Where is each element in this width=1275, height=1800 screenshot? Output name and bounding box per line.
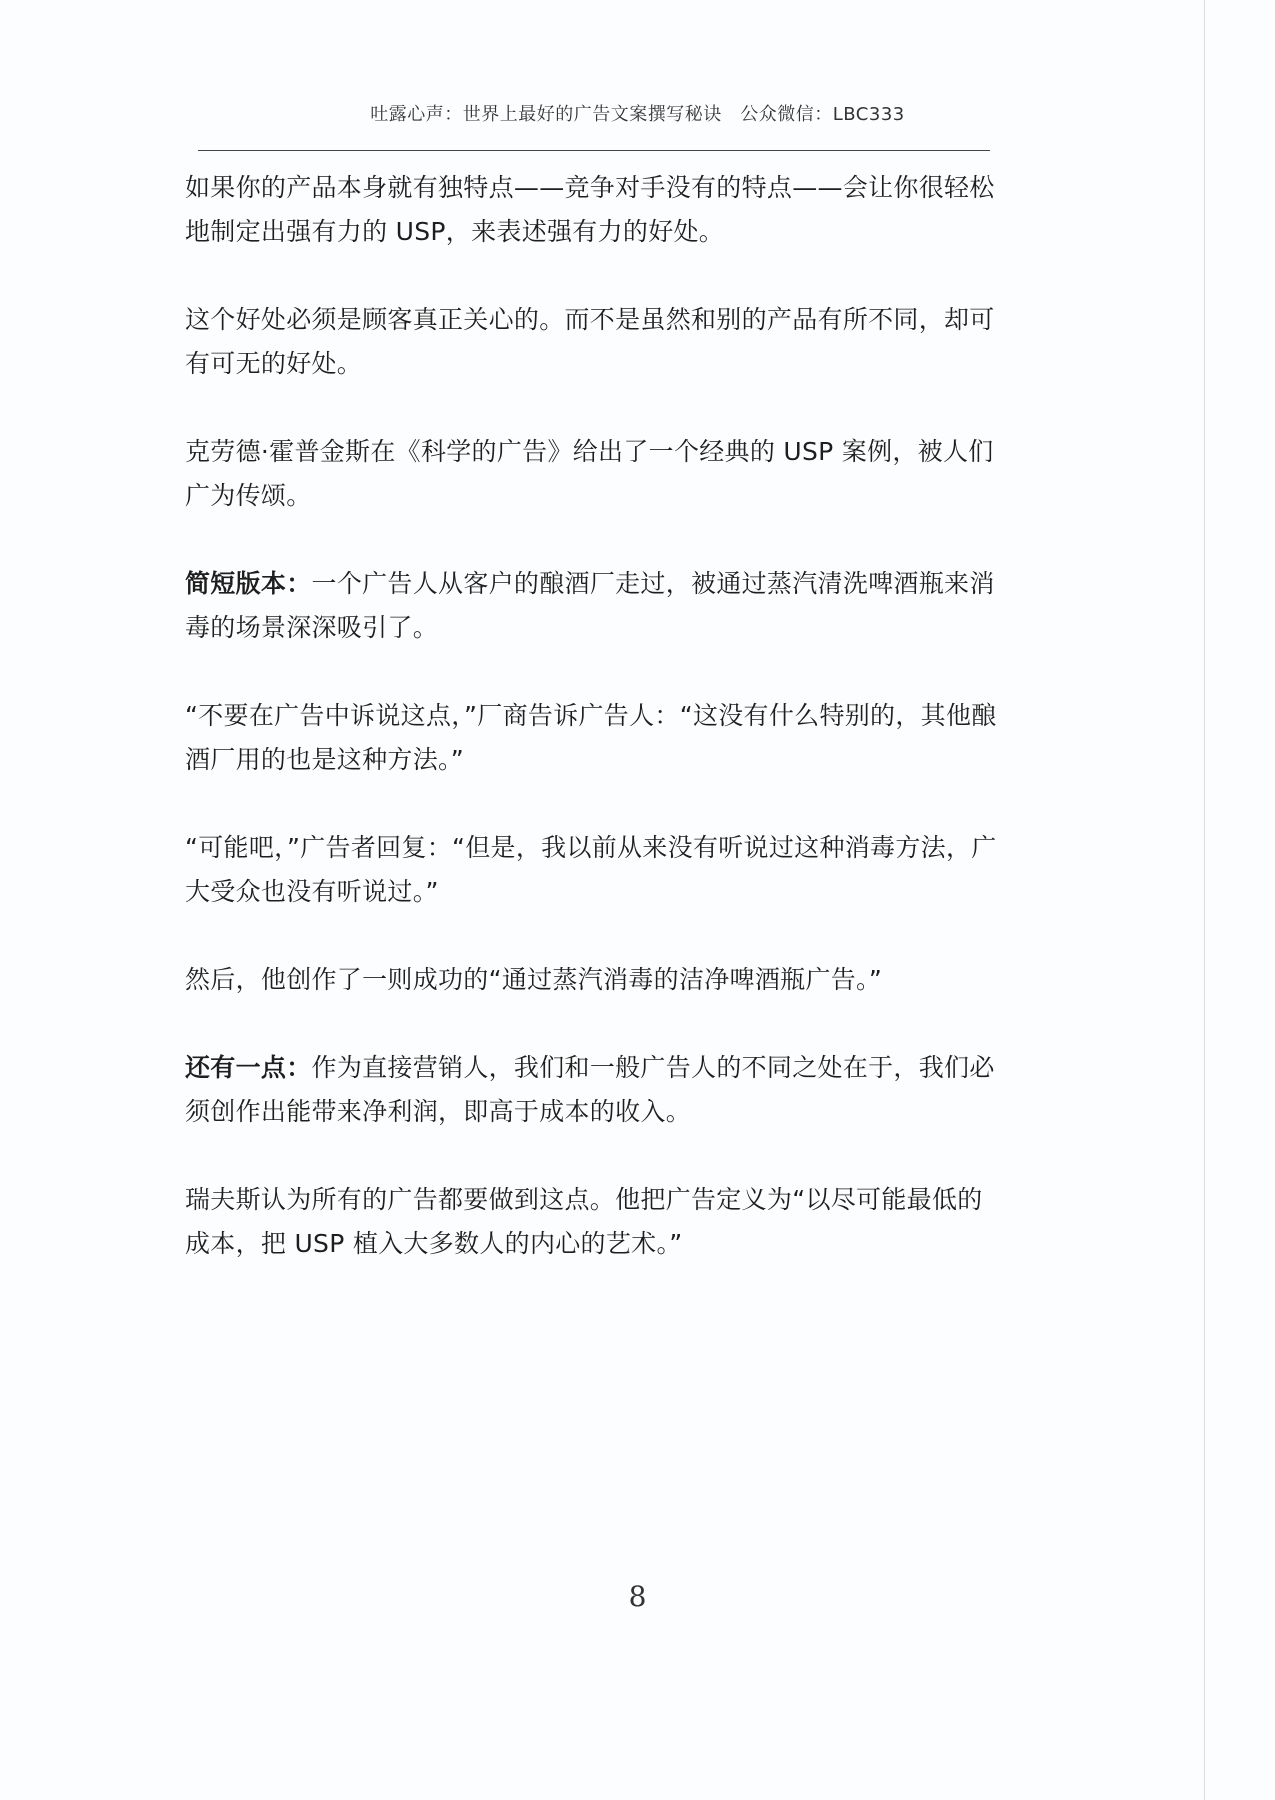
body-text	[185, 166, 1000, 1310]
paragraph-9	[185, 1178, 1000, 1266]
paragraph-text: 克劳德·霍普金斯在《科学的广告》给出了一个经典的 USP 案例，被人们广为传颂。	[185, 437, 994, 510]
paragraph-text: 一个广告人从客户的酿酒厂走过，被通过蒸汽清洗啤酒瓶来消毒的场景深深吸引了。	[185, 569, 995, 642]
paragraph-1	[185, 166, 1000, 254]
paragraph-3	[185, 430, 1000, 518]
paragraph-4	[185, 562, 1000, 650]
paragraph-text: “不要在广告中诉说这点，”厂商告诉广告人：“这没有什么特别的，其他酿酒厂用的也是这种方法。”	[185, 701, 997, 774]
paragraph-7	[185, 958, 1000, 1002]
paragraph-text: 这个好处必须是顾客真正关心的。而不是虽然和别的产品有所不同，却可有可无的好处。	[185, 305, 995, 378]
running-header: 吐露心声：世界上最好的广告文案撰写秘诀 公众微信：LBC333	[370, 104, 905, 125]
paragraph-6	[185, 826, 1000, 914]
paragraph-5	[185, 694, 1000, 782]
paragraph-text: 作为直接营销人，我们和一般广告人的不同之处在于，我们必须创作出能带来净利润，即高于成本的收入。	[185, 1053, 995, 1126]
paragraph-text: 瑞夫斯认为所有的广告都要做到这点。他把广告定义为“以尽可能最低的成本，把 USP 植入大多数人的内心的艺术。”	[185, 1185, 983, 1258]
scan-edge-line	[1204, 0, 1205, 1800]
paragraph-lead: 简短版本：	[185, 569, 312, 598]
header-rule	[198, 150, 990, 151]
page-number: 8	[628, 1580, 647, 1613]
paragraph-lead: 还有一点：	[185, 1053, 312, 1082]
paragraph-text: 如果你的产品本身就有独特点——竞争对手没有的特点——会让你很轻松地制定出强有力的 USP，来表述强有力的好处。	[185, 173, 995, 246]
paragraph-2	[185, 298, 1000, 386]
paragraph-text: 然后，他创作了一则成功的“通过蒸汽消毒的洁净啤酒瓶广告。”	[185, 965, 883, 994]
paragraph-8	[185, 1046, 1000, 1134]
paragraph-text: “可能吧，”广告者回复：“但是，我以前从来没有听说过这种消毒方法，广大受众也没有听说过。”	[185, 833, 997, 906]
